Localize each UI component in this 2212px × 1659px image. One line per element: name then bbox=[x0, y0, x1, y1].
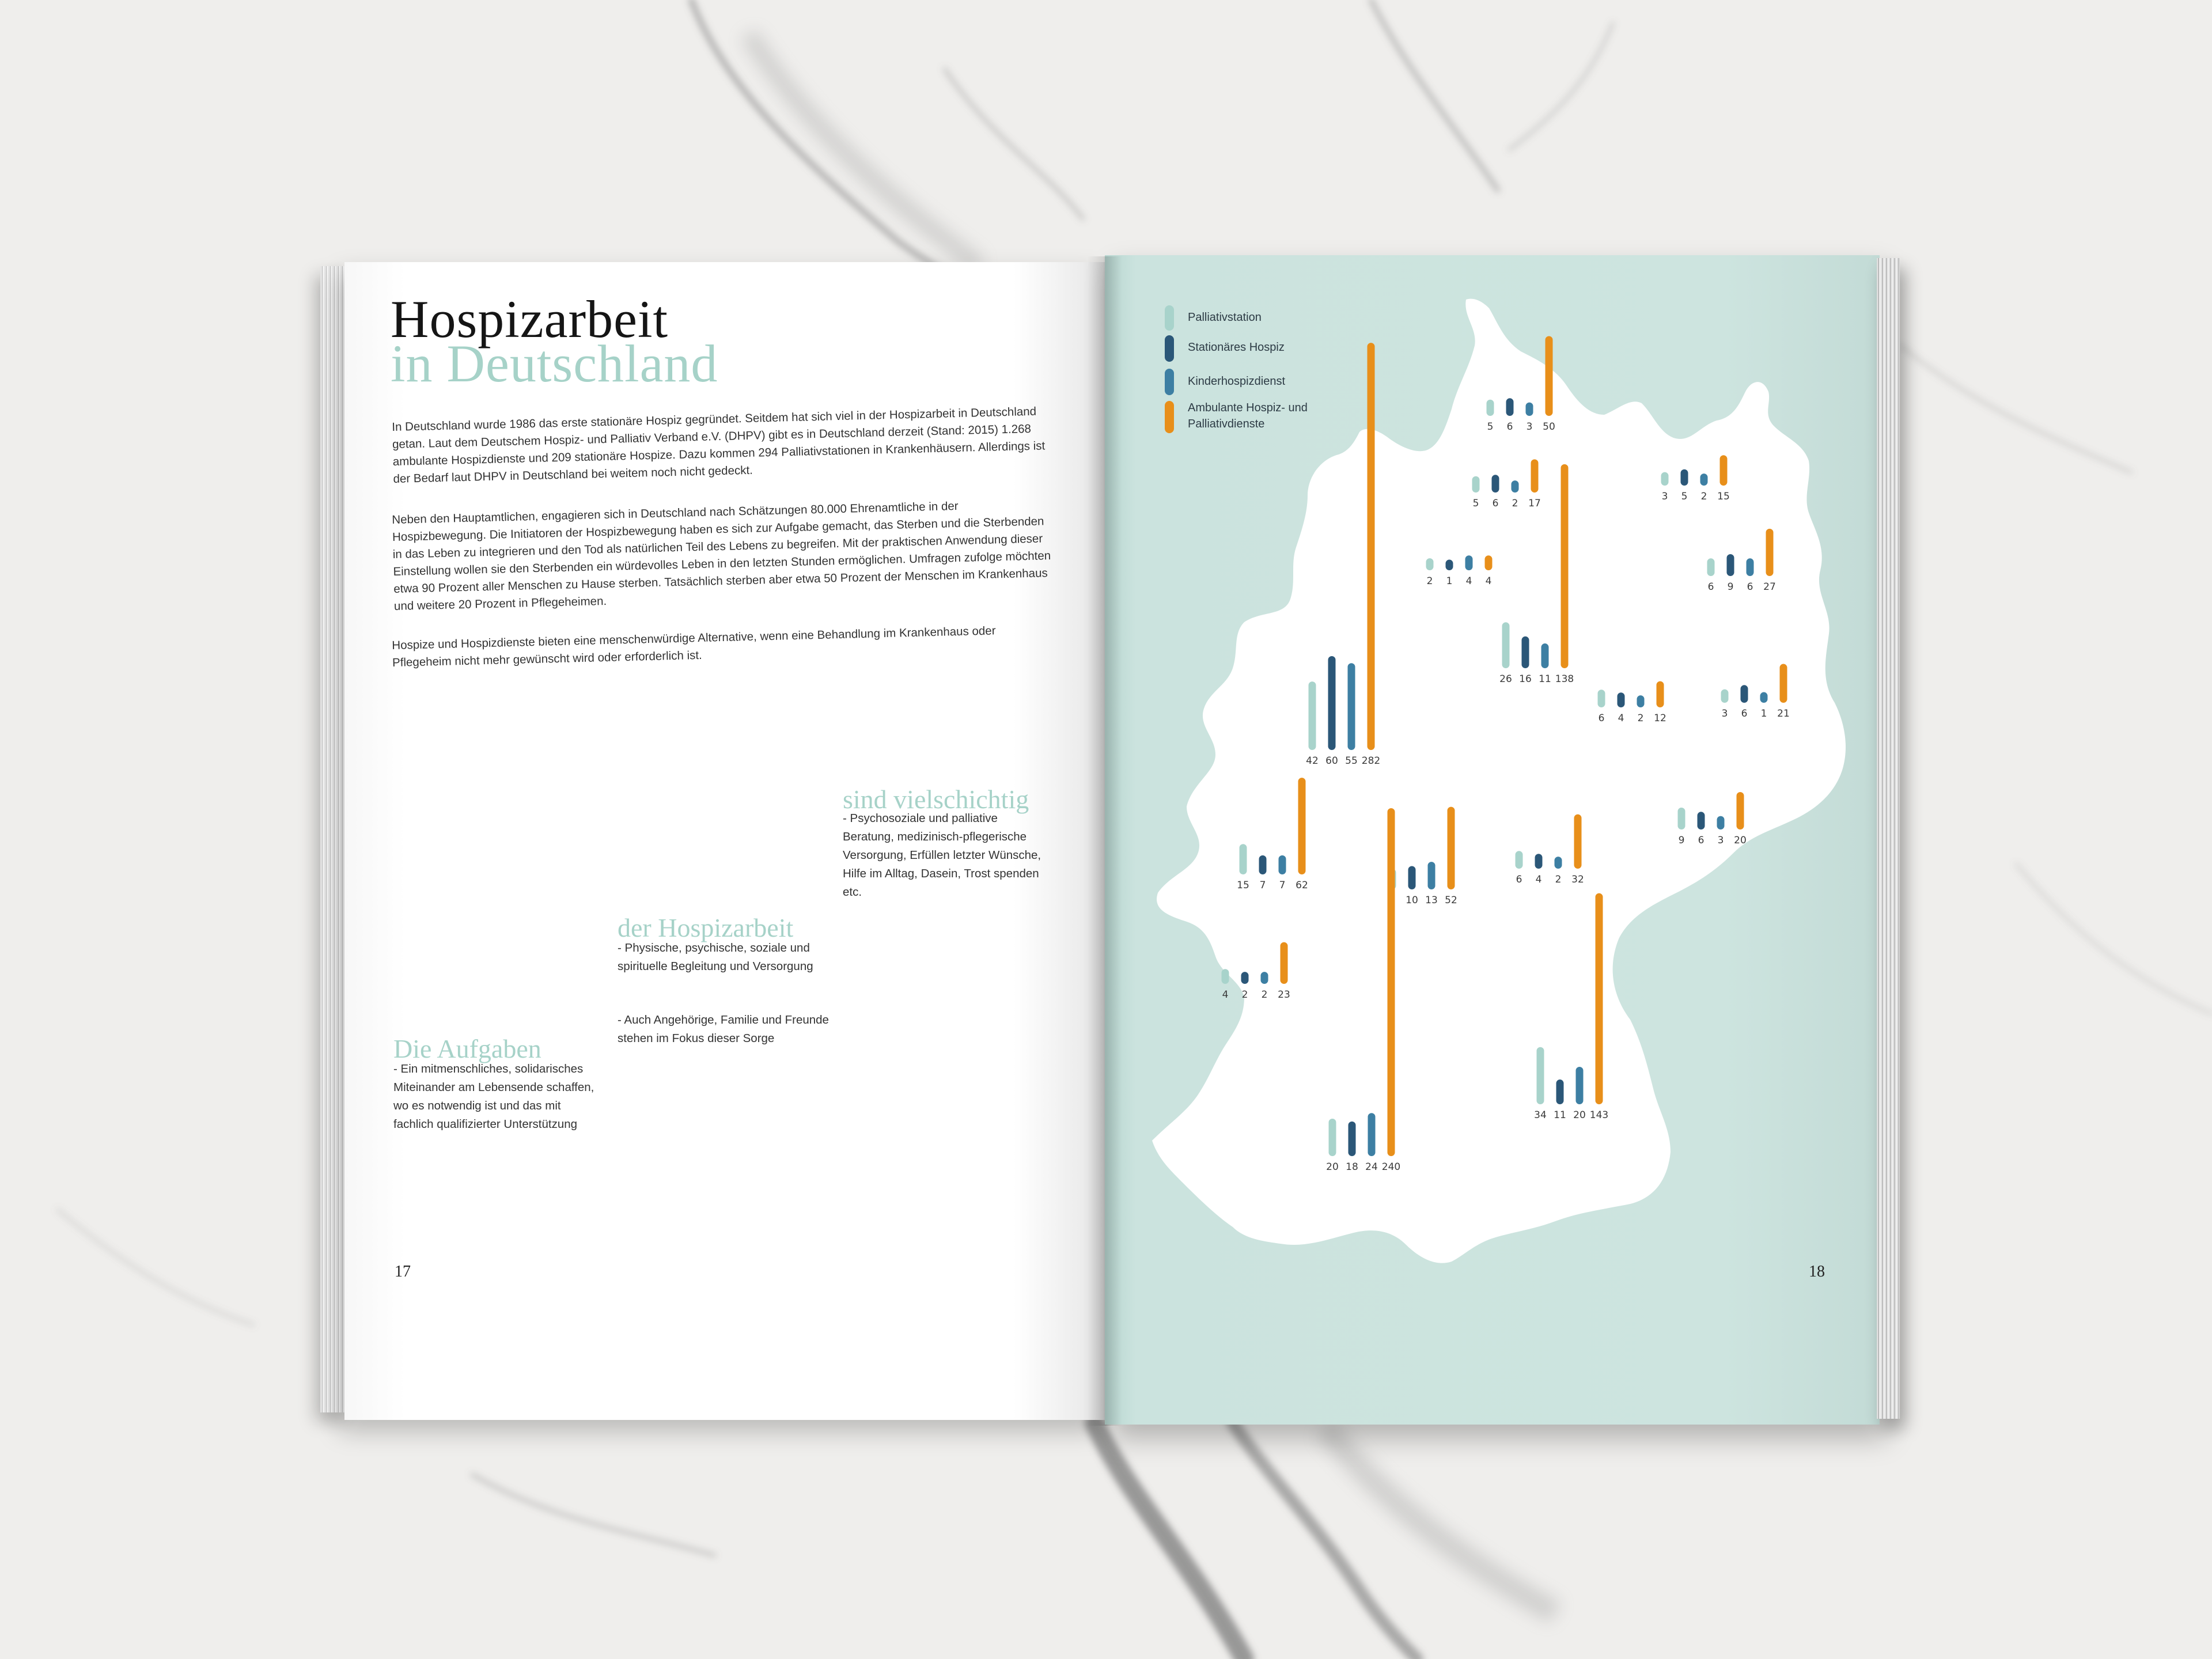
legend-label-kinderhospizdienst: Kinderhospizdienst bbox=[1188, 375, 1285, 388]
bar-group-2-series-0 bbox=[1661, 472, 1669, 486]
legend-swatch-stationaeres-hospiz bbox=[1165, 335, 1174, 362]
bar-group-4-series-0 bbox=[1707, 558, 1715, 576]
bar-group-8-series-1 bbox=[1328, 656, 1336, 750]
bar-group-15-series-0 bbox=[1329, 1119, 1336, 1156]
bar-group-3-series-3 bbox=[1485, 555, 1493, 570]
page-subtitle: in Deutschland bbox=[391, 334, 718, 393]
bar-label-15-1: 18 bbox=[1346, 1161, 1358, 1173]
bar-group-4-series-2 bbox=[1747, 558, 1754, 576]
bar-label-3-1: 1 bbox=[1446, 575, 1453, 587]
bar-group-13-series-3 bbox=[1281, 942, 1288, 984]
bar-label-6-1: 4 bbox=[1618, 713, 1624, 724]
bar-group-3-series-0 bbox=[1426, 558, 1434, 570]
legend-swatch-kinderhospizdienst bbox=[1165, 369, 1174, 395]
page-title: Hospizarbeit bbox=[391, 290, 669, 349]
bar-group-10-series-3 bbox=[1298, 778, 1306, 874]
bar-group-10-series-2 bbox=[1279, 855, 1286, 874]
bar-group-14-series-3 bbox=[1596, 893, 1603, 1104]
bar-label-15-2: 24 bbox=[1365, 1161, 1378, 1173]
bar-label-6-0: 6 bbox=[1598, 713, 1605, 724]
bar-group-11-series-2 bbox=[1428, 862, 1435, 889]
bar-label-1-1: 6 bbox=[1492, 498, 1499, 509]
bar-group-1-series-2 bbox=[1512, 480, 1519, 493]
bar-group-11-series-3 bbox=[1448, 807, 1455, 889]
bar-group-5-series-0 bbox=[1502, 622, 1510, 668]
bar-label-3-0: 2 bbox=[1426, 575, 1433, 587]
bar-label-7-1: 6 bbox=[1741, 708, 1748, 719]
bar-label-3-2: 4 bbox=[1465, 575, 1472, 587]
bar-group-8-series-3 bbox=[1368, 343, 1375, 750]
bar-label-9-2: 3 bbox=[1717, 835, 1724, 846]
bar-label-11-3: 52 bbox=[1445, 895, 1457, 906]
heading-hospizarbeit: der Hospizarbeit bbox=[618, 913, 794, 942]
bar-label-0-3: 50 bbox=[1543, 421, 1555, 433]
bar-group-8-series-0 bbox=[1309, 681, 1316, 750]
bar-group-0-series-1 bbox=[1506, 398, 1514, 416]
bar-label-0-1: 6 bbox=[1506, 421, 1513, 433]
bar-group-13-series-0 bbox=[1222, 969, 1229, 984]
bar-label-8-3: 282 bbox=[1361, 755, 1381, 767]
bar-label-14-1: 11 bbox=[1554, 1109, 1566, 1121]
bar-label-10-1: 7 bbox=[1259, 880, 1266, 891]
bar-group-2-series-1 bbox=[1681, 469, 1688, 486]
bar-group-15-series-3 bbox=[1388, 808, 1395, 1156]
bar-label-14-0: 34 bbox=[1534, 1109, 1547, 1121]
bar-group-4-series-3 bbox=[1766, 529, 1774, 576]
bar-label-0-0: 5 bbox=[1487, 421, 1494, 433]
bar-group-1-series-3 bbox=[1531, 459, 1539, 493]
bar-label-4-2: 6 bbox=[1747, 581, 1753, 593]
bar-group-4-series-1 bbox=[1727, 554, 1734, 576]
bar-group-5-series-2 bbox=[1541, 643, 1549, 668]
bar-group-1-series-1 bbox=[1492, 475, 1499, 493]
bar-label-15-0: 20 bbox=[1326, 1161, 1339, 1173]
legend-swatch-palliativstation bbox=[1165, 305, 1174, 331]
bar-group-3-series-1 bbox=[1446, 560, 1453, 570]
bar-label-5-1: 16 bbox=[1519, 673, 1532, 685]
bar-group-6-series-1 bbox=[1618, 692, 1625, 707]
bar-label-10-0: 15 bbox=[1237, 880, 1249, 891]
legend-label-palliativstation: Palliativstation bbox=[1188, 311, 1262, 324]
bar-label-11-1: 10 bbox=[1406, 895, 1418, 906]
bar-group-6-series-0 bbox=[1598, 690, 1605, 707]
bar-label-5-0: 26 bbox=[1499, 673, 1512, 685]
bar-group-9-series-3 bbox=[1737, 792, 1744, 830]
bar-group-5-series-3 bbox=[1561, 464, 1569, 668]
bar-label-7-3: 21 bbox=[1777, 708, 1790, 719]
bar-label-12-0: 6 bbox=[1516, 874, 1522, 885]
bar-label-7-0: 3 bbox=[1721, 708, 1728, 719]
bar-group-12-series-1 bbox=[1535, 854, 1543, 869]
bar-label-3-3: 4 bbox=[1485, 575, 1492, 587]
bar-label-8-0: 42 bbox=[1306, 755, 1319, 767]
bar-group-12-series-0 bbox=[1516, 851, 1523, 869]
bar-group-14-series-2 bbox=[1576, 1067, 1584, 1104]
bar-label-10-3: 62 bbox=[1296, 880, 1308, 891]
text-hospizarbeit-2: - Auch Angehörige, Familie und Freunde stehen im Fokus dieser Sorge bbox=[618, 1013, 829, 1045]
bar-label-2-3: 15 bbox=[1717, 491, 1730, 502]
bar-group-10-series-1 bbox=[1259, 855, 1267, 874]
bar-label-9-3: 20 bbox=[1734, 835, 1747, 846]
bar-label-12-3: 32 bbox=[1571, 874, 1584, 885]
bar-label-2-2: 2 bbox=[1700, 491, 1707, 502]
bar-label-13-1: 2 bbox=[1241, 989, 1248, 1001]
book-gutter bbox=[1088, 256, 1122, 1426]
bar-label-0-2: 3 bbox=[1526, 421, 1533, 433]
bar-group-8-series-2 bbox=[1348, 663, 1355, 750]
legend-label-stationaeres-hospiz: Stationäres Hospiz bbox=[1188, 341, 1285, 354]
bar-label-11-2: 13 bbox=[1425, 895, 1438, 906]
legend-swatch-ambulante-dienste bbox=[1165, 401, 1174, 433]
bar-label-13-2: 2 bbox=[1261, 989, 1268, 1001]
bar-group-13-series-1 bbox=[1241, 972, 1249, 984]
bar-group-6-series-3 bbox=[1657, 681, 1664, 707]
page-number-right: 18 bbox=[1809, 1263, 1825, 1281]
bar-label-2-1: 5 bbox=[1681, 491, 1688, 502]
page-number-left: 17 bbox=[395, 1263, 411, 1281]
bar-label-5-3: 138 bbox=[1555, 673, 1574, 685]
bar-group-7-series-2 bbox=[1760, 692, 1768, 703]
bar-group-0-series-0 bbox=[1487, 400, 1494, 416]
bar-label-4-0: 6 bbox=[1707, 581, 1714, 593]
bar-group-2-series-2 bbox=[1700, 474, 1708, 486]
bar-label-1-3: 17 bbox=[1528, 498, 1541, 509]
bar-group-15-series-2 bbox=[1368, 1113, 1376, 1156]
bar-label-5-2: 11 bbox=[1539, 673, 1551, 685]
bar-group-0-series-2 bbox=[1526, 403, 1533, 416]
bar-group-10-series-0 bbox=[1240, 844, 1247, 874]
bar-group-9-series-0 bbox=[1678, 808, 1685, 830]
bar-label-15-3: 240 bbox=[1381, 1161, 1401, 1173]
bar-label-6-3: 12 bbox=[1654, 713, 1666, 724]
bar-group-0-series-3 bbox=[1546, 336, 1553, 416]
text-hospizarbeit-1: - Physische, psychische, soziale und spirituelle Begleitung und Versorgung bbox=[618, 941, 813, 973]
bar-label-13-0: 4 bbox=[1222, 989, 1229, 1001]
bar-label-4-3: 27 bbox=[1763, 581, 1776, 593]
bar-label-6-2: 2 bbox=[1637, 713, 1644, 724]
bar-group-2-series-3 bbox=[1720, 455, 1728, 486]
bar-group-7-series-3 bbox=[1780, 664, 1787, 703]
bar-label-14-2: 20 bbox=[1573, 1109, 1586, 1121]
heading-aufgaben: Die Aufgaben bbox=[393, 1034, 541, 1063]
closing-paragraph: Hospize und Hospizdienste bieten eine menschenwürdige Alternative, wenn eine Behandlung im Krankenhaus oder Pflegeheim nicht mehr gewünscht wird oder erforderlich ist. bbox=[392, 624, 996, 669]
bar-group-12-series-2 bbox=[1555, 857, 1562, 869]
right-page-edges bbox=[1877, 258, 1900, 1419]
bar-label-10-2: 7 bbox=[1279, 880, 1286, 891]
bar-label-9-0: 9 bbox=[1678, 835, 1685, 846]
bar-group-6-series-2 bbox=[1637, 695, 1645, 707]
bar-group-12-series-3 bbox=[1574, 815, 1582, 869]
bar-group-14-series-1 bbox=[1556, 1080, 1564, 1104]
bar-group-11-series-1 bbox=[1408, 866, 1416, 890]
bar-group-1-series-0 bbox=[1472, 476, 1480, 493]
bar-label-9-1: 6 bbox=[1698, 835, 1705, 846]
bar-label-7-2: 1 bbox=[1760, 708, 1767, 719]
bar-label-8-2: 55 bbox=[1345, 755, 1358, 767]
bar-label-14-3: 143 bbox=[1589, 1109, 1609, 1121]
germany-map-shape bbox=[1152, 299, 1846, 1263]
bar-group-3-series-2 bbox=[1465, 555, 1473, 570]
bar-label-1-0: 5 bbox=[1472, 498, 1479, 509]
text-vielschichtig: - Psychosoziale und palliative Beratung, medizinisch-pflegerische Versorgung, Erfüllen letzter Wünsche, Hilfe im Alltag, Dasein, Trost spenden etc. bbox=[843, 812, 1041, 899]
body-paragraph: Neben den Hauptamtlichen, engagieren sich in Deutschland nach Schätzungen 80.000 Ehrenamtliche in der Hospizbewegung. Die Initiatoren der Hospizbewegung haben es sich zur Aufgabe gemacht, das Sterben und die Sterbenden in das Leben zu integrieren und den Tod als natürlichen Teil des Lebens zu begreifen. Mit der praktischen Anwendung dieser Einstellung wollen sie den Sterbenden ein würdevolles Leben in den letzten Stunden ermöglichen. Umfragen zufolge möchten etwa 90 Prozent aller Menschen zu Hause sterben. Tatsächlich sterben aber etwa 50 Prozent der Menschen im Krankenhaus und weitere 20 Prozent in Pflegeheimen. bbox=[392, 499, 1051, 613]
bar-group-9-series-2 bbox=[1717, 816, 1725, 830]
legend-label-ambulante-dienste: Ambulante Hospiz- und Palliativdienste bbox=[1188, 402, 1308, 430]
bar-group-15-series-1 bbox=[1349, 1122, 1356, 1156]
bar-group-9-series-1 bbox=[1698, 812, 1705, 830]
bar-label-12-2: 2 bbox=[1555, 874, 1562, 885]
bar-label-2-0: 3 bbox=[1661, 491, 1668, 502]
bar-label-8-1: 60 bbox=[1325, 755, 1338, 767]
bar-group-13-series-2 bbox=[1261, 972, 1268, 984]
text-aufgaben: - Ein mitmenschliches, solidarisches Miteinander am Lebensende schaffen, wo es notwendig ist und das mit fachlich qualifizierter Unterstützung bbox=[393, 1062, 594, 1131]
bar-group-7-series-1 bbox=[1741, 685, 1748, 703]
bar-group-7-series-0 bbox=[1721, 690, 1729, 703]
bar-label-1-2: 2 bbox=[1512, 498, 1518, 509]
intro-paragraph: In Deutschland wurde 1986 das erste stationäre Hospiz gegründet. Seitdem hat sich viel in der Hospizarbeit in Deutschland getan. Laut dem Deutschem Hospiz- und Palliativ Verband e.V. (DHPV) gibt es in Deutschland derzeit (Stand: 2015) 1.268 ambulante Hospizdienste und 209 stationäre Hospize. Dazu kommen 294 Palliativstationen in Krankenhäusern. Allerdings ist der Bedarf laut DHPV in Deutschland bei weitem noch nicht gedeckt. bbox=[392, 404, 1046, 486]
bar-label-12-1: 4 bbox=[1535, 874, 1542, 885]
heading-vielschichtig: sind vielschichtig bbox=[843, 785, 1029, 814]
bar-label-13-3: 23 bbox=[1278, 989, 1290, 1001]
bar-label-4-1: 9 bbox=[1727, 581, 1734, 593]
bar-group-5-series-1 bbox=[1522, 637, 1529, 668]
bar-group-14-series-0 bbox=[1537, 1047, 1544, 1104]
